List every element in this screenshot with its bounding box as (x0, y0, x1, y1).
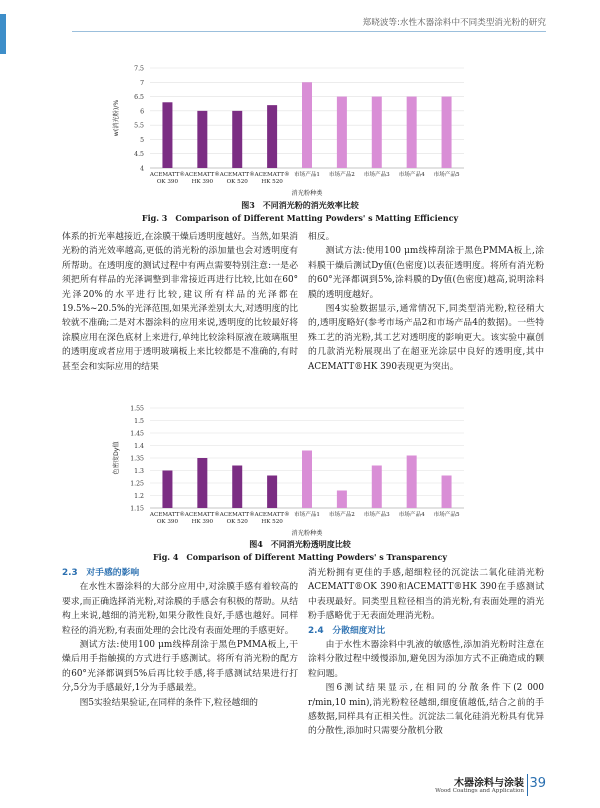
y-tick-label: 5 (140, 136, 144, 144)
section-2-4-heading: 2.4 分散细度对比 (308, 625, 386, 636)
figure-4-caption-en: Fig. 4 Comparison of Different Matting Powders' s Transparency (152, 552, 447, 562)
y-tick-label: 6 (140, 108, 144, 116)
x-tick-label: HK 520 (261, 179, 283, 185)
x-tick-label: 市场产品2 (328, 512, 355, 518)
block2-right-p3: 图6测试结果显示,在相同的分散条件下(2 000 r/min,10 min),消光粉粒径越细,细度值越低,结合之前的手感数据,同样具有正相关性。沉淀法二氧化硅消光粉具有优异的分散性,添加时只需要分散机分散 (308, 683, 544, 737)
y-tick-label: 1.3 (134, 468, 144, 475)
footer-separator (527, 774, 528, 796)
y-axis-title: w(消光粉)/% (113, 99, 120, 137)
block1-left-column (62, 230, 298, 374)
header-accent-bar (0, 14, 6, 54)
y-tick-label: 6.5 (134, 94, 144, 102)
page-footer (386, 772, 546, 802)
figure-4-caption-cn: 图4 不同消光粉透明度比较 (249, 539, 351, 549)
y-tick-label: 1.55 (130, 405, 144, 413)
journal-name-cn: 木器涂料与涂装 (454, 778, 524, 789)
y-tick-label: 1.45 (130, 430, 144, 438)
y-tick-label: 7.5 (134, 65, 144, 73)
x-tick-label: HK 390 (191, 519, 214, 525)
y-tick-label: 4 (140, 165, 144, 173)
bar-7 (372, 466, 382, 509)
x-tick-label: 市场产品3 (363, 172, 390, 178)
block2-right-column (308, 566, 544, 739)
bar-6 (337, 491, 347, 509)
bar-8 (407, 97, 417, 168)
journal-name-en: Wood Coatings and Application (435, 788, 524, 794)
x-tick-label: HK 390 (191, 179, 214, 185)
x-tick-label: 市场产品3 (363, 512, 390, 518)
y-axis-title: 色密度Dy值 (113, 441, 120, 475)
bar-1 (162, 102, 172, 168)
x-tick-label: OK 390 (156, 179, 179, 185)
x-axis-title: 消光粉种类 (291, 530, 323, 537)
page-number: 39 (529, 776, 546, 791)
block2-left-column (62, 566, 298, 710)
x-tick-label: ACEMATT® (184, 512, 220, 518)
bar-2 (197, 458, 207, 508)
x-tick-label: 市场产品5 (433, 172, 460, 178)
header-rule (72, 31, 546, 32)
x-tick-label: 市场产品1 (294, 512, 320, 518)
bar-2 (197, 111, 207, 168)
x-tick-label: 市场产品1 (294, 172, 320, 178)
x-tick-label: OK 520 (226, 519, 248, 525)
x-tick-label: OK 520 (226, 179, 248, 185)
x-tick-label: ACEMATT® (219, 512, 255, 518)
bar-7 (372, 97, 382, 168)
x-tick-label: ACEMATT® (254, 172, 290, 178)
bar-5 (302, 451, 312, 509)
bar-4 (267, 105, 277, 168)
x-axis-title: 消光粉种类 (291, 190, 323, 197)
figure-4-chart (104, 400, 474, 538)
x-tick-label: HK 520 (261, 519, 283, 525)
y-tick-label: 5.5 (134, 122, 144, 130)
bar-3 (232, 466, 242, 509)
x-tick-label: OK 390 (156, 519, 179, 525)
y-tick-label: 7 (140, 79, 144, 87)
bar-6 (337, 97, 347, 168)
y-tick-label: 1.15 (130, 505, 144, 513)
bar-5 (302, 82, 312, 168)
x-tick-label: 市场产品4 (398, 512, 425, 518)
bar-4 (267, 476, 277, 509)
x-tick-label: ACEMATT® (149, 172, 185, 178)
running-header (0, 14, 600, 32)
bar-9 (442, 97, 452, 168)
x-tick-label: 市场产品5 (433, 512, 460, 518)
block2-left-p1: 在水性木器涂料的大部分应用中,对涂膜手感有着较高的要求,而正确选择消光粉,对涂膜的手感会有积极的帮助。从结构上来说,越细的消光粉,如果分散性良好,手感也越好。同样粒径的消光粉,有表面处理的会比没有表面处理的手感更好。 (62, 582, 298, 636)
block1-left-paragraph: 体系的折光率越接近,在涂膜干燥后透明度越好。当然,如果消光粉的消光效率越高,更低的消光粉的添加量也会对透明度有所帮助。在透明度的测试过程中有两点需要特别注意:一是必须把所有样品的光泽调整到非常接近再进行比较,比如在60°光泽20%的水平进行比较,建议所有样品的光泽都在19.5%~20.5%的光泽范围,如果光泽差别太大,对透明度的比较就不准确;二是对木器涂料的应用来说,透明度的比较最好将涂膜应用在深色底材上来进行,单纯比较涂料原液在玻璃瓶里的透明度或者应用于透明玻璃板上来比较都是不准确的,有时甚至会和实际应用的结果 (62, 232, 298, 372)
block1-right-p3: 图4实验数据显示,通常情况下,同类型消光粉,粒径稍大的,透明度略好(参考市场产品2和市场产品4的数据)。一些特殊工艺的消光粉,其工艺对透明度的影响更大。该实验中赢创的几款消光粉展现出了在超亚光涂层中良好的透明度,其中ACEMATT®HK 390表现更为突出。 (308, 304, 544, 372)
block2-left-p3: 图5实验结果验证,在同样的条件下,粒径越细的 (79, 697, 258, 708)
figure-3-svg (104, 60, 474, 198)
section-2-3-heading: 2.3 对手感的影响 (62, 568, 140, 578)
bar-1 (162, 471, 172, 509)
block1-right-column (308, 230, 544, 374)
block1-right-p1: 相反。 (308, 232, 335, 242)
block1-right-p2: 测试方法:使用100 μm线棒刮涂于黑色PMMA板上,涂料膜干燥后测试Dy值(色密度)以表征透明度。将所有消光粉的60°光泽都调到5%,涂料膜的Dy值(色密度)越高,说明涂料膜的透明度越好。 (308, 246, 544, 300)
x-tick-label: ACEMATT® (219, 172, 255, 178)
x-tick-label: ACEMATT® (184, 172, 220, 178)
block2-left-p2: 测试方法:使用100 μm线棒刮涂于黑色PMMA板上,干燥后用手指触摸的方式进行手感测试。将所有消光粉的配方的60°光泽都调到5%后再比较手感,将手感测试结果进行打分,5分为手感最好,1分为手感最差。 (62, 640, 298, 694)
block2-right-p2: 由于水性木器涂料中乳液的敏感性,添加消光粉时注意在涂料分散过程中缓慢添加,避免因为添加方式不正确造成的颗粒问题。 (308, 640, 544, 679)
x-tick-label: 市场产品2 (328, 172, 355, 178)
figure-3-caption-en: Fig. 3 Comparison of Different Matting Powders' s Matting Efficiency (141, 213, 459, 223)
x-tick-label: 市场产品4 (398, 172, 425, 178)
y-tick-label: 1.25 (130, 480, 144, 488)
bar-9 (442, 476, 452, 509)
running-title: 郑晓波等:水性木器涂料中不同类型消光粉的研究 (362, 18, 546, 28)
figure-4-svg (104, 400, 474, 538)
block2-right-p1: 消光粉拥有更佳的手感,超细粒径的沉淀法二氧化硅消光粉ACEMATT®OK 390和ACEMATT®HK 390在手感测试中表现最好。同类型且粒径相当的消光粉,有表面处理的消光粉手感略优于无表面处理消光粉。 (308, 568, 544, 622)
y-tick-label: 4.5 (134, 151, 144, 159)
bar-8 (407, 456, 417, 509)
bar-3 (232, 111, 242, 168)
y-tick-label: 1.35 (130, 455, 144, 463)
figure-3-chart (104, 60, 474, 198)
y-tick-label: 1.5 (134, 418, 144, 425)
x-tick-label: ACEMATT® (254, 512, 290, 518)
figure-3-caption-cn: 图3 不同消光粉的消光效率比较 (241, 200, 359, 210)
x-tick-label: ACEMATT® (149, 512, 185, 518)
y-tick-label: 1.2 (134, 493, 144, 500)
y-tick-label: 1.4 (134, 443, 144, 450)
